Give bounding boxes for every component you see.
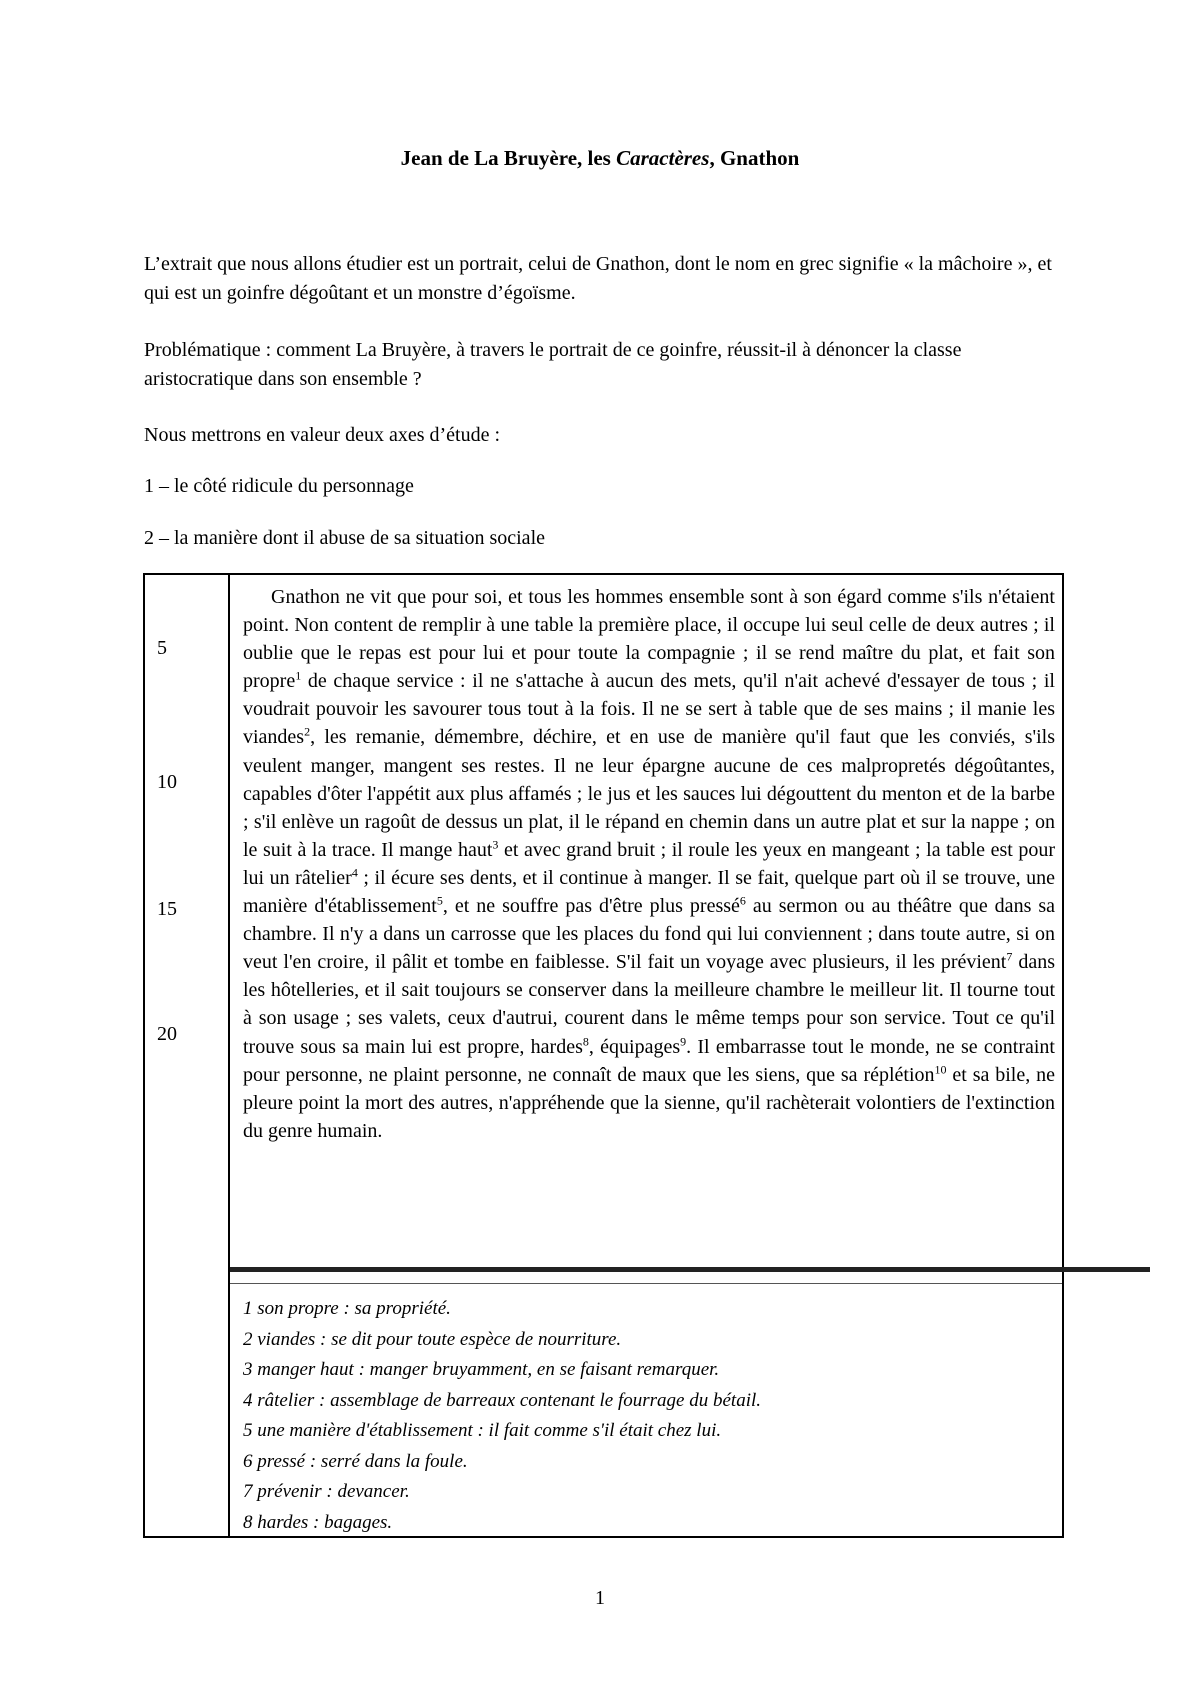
- intro-paragraph: L’extrait que nous allons étudier est un portrait, celui de Gnathon, dont le nom en grec signifie « la mâchoire », et qui est un goinfre dégoûtant et un monstre d’égoïsme.: [144, 253, 1052, 304]
- footnote-7: 7 prévenir : devancer.: [243, 1481, 410, 1502]
- document-title: Jean de La Bruyère, les Caractères, Gnathon: [400, 146, 800, 170]
- line-number-20: 20: [157, 1023, 177, 1045]
- footnote-ref: 8: [582, 1033, 589, 1048]
- footnote-8: 8 hardes : bagages.: [243, 1511, 393, 1533]
- footnote-4: 4 râtelier : assemblage de barreaux contenant le fourrage du bétail.: [243, 1389, 762, 1411]
- footnote-ref: 1: [295, 668, 302, 683]
- axis-1: 1 – le côté ridicule du personnage: [144, 475, 414, 497]
- text-extract-box: [143, 573, 1064, 1538]
- problematique-paragraph: Problématique : comment La Bruyère, à travers le portrait de ce goinfre, réussit-il à dénoncer la classe aristocratique dans son ensemble ?: [144, 339, 962, 390]
- footnote-2: 2 viandes : se dit pour toute espèce de nourriture.: [243, 1328, 622, 1350]
- footnote-ref: 4: [351, 865, 358, 880]
- footnote-5: 5 une manière d'établissement : il fait comme s'il était chez lui.: [243, 1420, 722, 1441]
- footnote-ref: 6: [739, 893, 746, 908]
- line-number-15: 15: [157, 898, 177, 920]
- axis-2: 2 – la manière dont il abuse de sa situation sociale: [144, 527, 545, 549]
- footnote-ref: 7: [1006, 949, 1013, 964]
- line-number-5: 5: [157, 637, 167, 659]
- footnotes: [243, 1294, 1043, 1538]
- footnote-separator-thin: [230, 1283, 1062, 1284]
- footnote-1: 1 son propre : sa propriété.: [243, 1298, 451, 1319]
- page-number: 1: [595, 1587, 605, 1609]
- column-divider: [228, 575, 230, 1536]
- footnote-3: 3 manger haut : manger bruyamment, en se faisant remarquer.: [243, 1359, 720, 1380]
- gnathon-extract: Gnathon ne vit que pour soi, et tous les hommes ensemble sont à son égard comme s'ils n'étaient point. Non content de remplir à une table la première place, il occupe lui seul celle de deux autres ; il oublie que le repas est pour lui et pour toute la compagnie ; il se rend maître du plat, et fait son propre$^1$ de chaque service : il ne s'attache à aucun des mets, qu'il n'ait achevé d'essayer de tous ; il voudrait pouvoir les savourer tous tout à la fois. Il ne se sert à table que de ses mains ; il manie les viandes$^2$, les remanie, démembre, déchire, et en use de manière qu'il faut que les conviés, s'ils veulent manger, mangent ses restes. Il ne leur épargne aucune de ces malpropretés dégoûtantes, capables d'ôter l'appétit aux plus affamés ; le jus et les sauces lui dégouttent du menton et de la barbe ; s'il enlève un ragoût de dessus un plat, il le répand en chemin dans un autre plat et sur la nappe ; on le suit à la trace. Il mange haut$^3$ et avec grand bruit ; il roule les yeux en mangeant ; la table est pour lui un râtelier$^4$ ; il écure ses dents, et il continue à manger. Il se fait, quelque part où il se trouve, une manière d'établissement$^5$, et ne souffre pas d'être plus pressé$^6$ au sermon ou au théâtre que dans sa chambre. Il n'y a dans un carrosse que les places du fond qui lui conviennent ; dans toute autre, si on veut l'en croire, il pâlit et tombe en faiblesse. S'il fait un voyage avec plusieurs, il les prévient$^7$ dans les hôtelleries, et il sait toujours se conserver dans la meilleure chambre le meilleur lit. Il tourne tout à son usage ; ses valets, ceux d'autrui, courent dans le même temps pour son service. Tout ce qu'il trouve sous sa main lui est propre, hardes$^8$, équipages$^9$. Il embarrasse tout le monde, ne se contraint pour personne, ne plaint personne, ne connaît de maux que les siens, que sa réplétion$^{10}$ et sa bile, ne pleure point la mort des autres, n'appréhende que la sienne, qu'il rachèterait volontiers de l'extinction du genre humain.: [243, 586, 1056, 1142]
- footnote-ref: 5: [436, 893, 443, 908]
- footnote-6: 6 pressé : serré dans la foule.: [243, 1450, 468, 1472]
- footnote-ref: 3: [492, 837, 499, 852]
- footnote-ref: 2: [304, 724, 311, 739]
- line-number-10: 10: [157, 771, 177, 793]
- axes-intro: Nous mettrons en valeur deux axes d’étude :: [144, 424, 501, 446]
- footnote-ref: 10: [934, 1061, 947, 1076]
- footnote-separator: [230, 1267, 1150, 1272]
- footnote-ref: 9: [680, 1033, 687, 1048]
